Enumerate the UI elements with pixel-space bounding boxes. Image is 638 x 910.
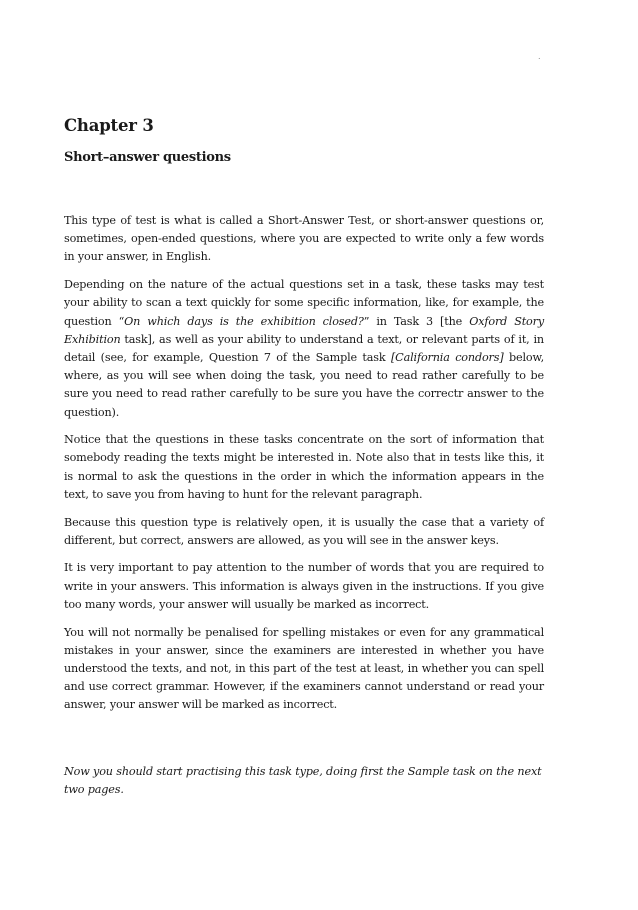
paragraph-task-abilities — [64, 276, 544, 422]
chapter-title: Chapter 3 — [64, 116, 154, 135]
closing-instruction: Now you should start practising this task type, doing first the Sample task on the next two pages. — [64, 765, 542, 797]
text-run: below, where, as you will see when doing the task, you need to read rather carefully to be sure you need to read rather carefully to be sure you have the correctr answer to the question). — [64, 350, 545, 419]
paragraph-question-order: Notice that the questions in these tasks concentrate on the sort of information that somebody reading the texts might be interested in. Note also that in tests like this, it is normal to ask the questions in the order in which the information appears in the text, to save you from having to hunt for the relevant paragraph. — [64, 433, 544, 501]
chapter-subtitle: Short–answer questions — [64, 150, 231, 165]
text-run: Depending on the nature of the actual questions set in a task, these tasks may test your ability to scan a text quickly for some specific information, like, for example, the question “ — [64, 278, 544, 328]
paragraph-open-answers: Because this question type is relatively open, it is usually the case that a variety of different, but correct, answers are allowed, as you will see in the answer keys. — [64, 515, 544, 547]
text-run: ” in Task 3 [the — [363, 314, 470, 328]
task-name-oxford: Oxford Story Exhibition — [64, 314, 545, 346]
page-corner-mark: . — [538, 52, 541, 61]
task-name-california: [California condors] — [390, 350, 504, 364]
body-text — [64, 212, 544, 724]
example-question: On which days is the exhibition closed? — [124, 314, 364, 328]
paragraph-intro: This type of test is what is called a Short-Answer Test, or short-answer questions or, sometimes, open-ended questions, where you are expected to write only a few words in your answer, in English. — [64, 214, 544, 264]
paragraph-word-limit: It is very important to pay attention to the number of words that you are required to write in your answers. This information is always given in the instructions. If you give too many words, your answer will usually be marked as incorrect. — [64, 561, 544, 611]
paragraph-spelling: You will not normally be penalised for spelling mistakes or even for any grammatical mistakes in your answer, since the examiners are interested in whether you have understood the texts, and not, in this part of the test at least, in whether you can spell and use correct grammar. However, if the examiners cannot understand or read your answer, your answer will be marked as incorrect. — [64, 625, 544, 712]
text-run: task], as well as your ability to understand a text, or relevant parts of it, in detail (see, for example, Question 7 of the Sample task — [64, 332, 544, 364]
